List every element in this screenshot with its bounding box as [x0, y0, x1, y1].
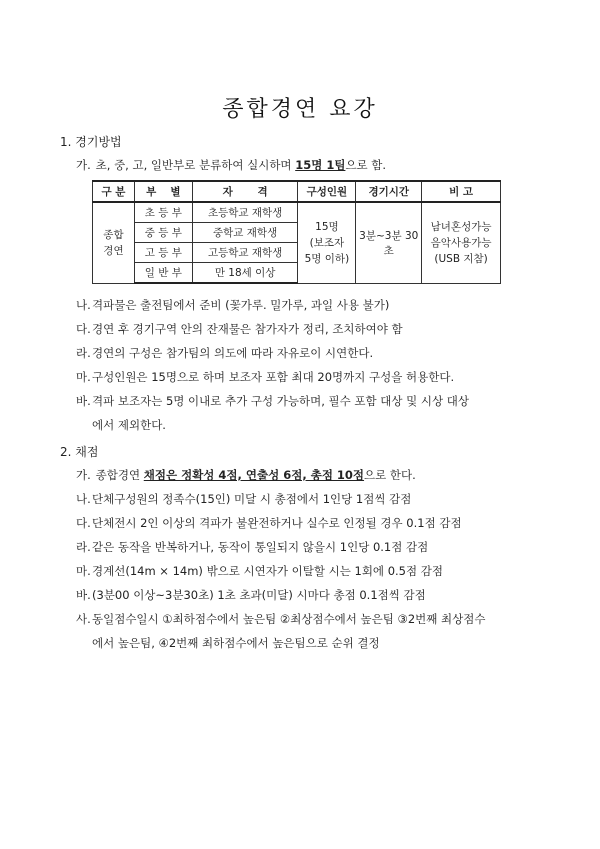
- item-text: 초, 중, 고, 일반부로 분류하여 실시하며: [95, 158, 296, 172]
- item-text: 경연 후 경기구역 안의 잔재물은 참가자가 정리, 조치하여야 함: [92, 322, 403, 336]
- item-text: 단체구성원의 정족수(15인) 미달 시 총점에서 1인당 1점씩 감점: [92, 492, 412, 506]
- division-cell: 중 등 부: [134, 223, 192, 243]
- item-mark: 라.: [76, 346, 91, 360]
- item-text: 구성인원은 15명으로 하며 보조자 포함 최대 20명까지 구성을 허용한다.: [92, 370, 455, 384]
- item-text: 같은 동작을 반복하거나, 동작이 통일되지 않을시 1인당 0.1점 감점: [92, 540, 429, 554]
- qualification-cell: 중학교 재학생: [192, 223, 298, 243]
- item-text: (3분00 이상~3분30초) 1초 초과(미달) 시마다 총점 0.1점씩 감점: [92, 588, 426, 602]
- members-cell: [298, 202, 356, 283]
- list-item: [76, 157, 386, 173]
- category-line: 경연: [103, 244, 124, 257]
- section-heading-1: 1. 경기방법: [60, 135, 122, 149]
- list-item: [76, 539, 428, 555]
- item-mark: 나.: [76, 298, 91, 312]
- list-item: [76, 515, 462, 531]
- members-line: 5명 이하): [304, 252, 350, 265]
- section-heading-2: 2. 채점: [60, 445, 99, 459]
- list-item: [76, 491, 411, 507]
- item-mark: 마.: [76, 564, 91, 578]
- competition-table: [92, 180, 501, 284]
- list-item: [76, 611, 485, 627]
- remarks-line: 음악사용가능: [430, 236, 492, 249]
- item-text-end: 으로 함.: [345, 158, 387, 172]
- list-item: [76, 321, 403, 337]
- table-row: [93, 202, 501, 223]
- header-time: 경기시간: [356, 181, 422, 202]
- item-text: 격파 보조자는 5명 이내로 추가 구성 가능하며, 필수 포함 대상 및 시상 대상: [92, 394, 469, 408]
- item-bold-text: 채점은 정확성 4점, 연출성 6점, 총점 10점: [143, 468, 365, 482]
- qualification-cell: 초등학교 재학생: [192, 202, 298, 223]
- remarks-cell: [422, 202, 501, 283]
- item-mark: 다.: [76, 516, 91, 530]
- qualification-cell: 만 18세 이상: [192, 263, 298, 284]
- item-text: 동일점수일시 ①최하점수에서 높은팀 ②최상점수에서 높은팀 ③2번째 최상점수: [92, 612, 486, 626]
- list-item-continuation: 에서 제외한다.: [92, 418, 166, 432]
- item-text: 단체전시 2인 이상의 격파가 불완전하거나 실수로 인정될 경우 0.1점 감점: [92, 516, 462, 530]
- item-text: 경연의 구성은 참가팀의 의도에 따라 자유로이 시연한다.: [92, 346, 374, 360]
- division-cell: 초 등 부: [134, 202, 192, 223]
- list-item: [76, 369, 454, 385]
- members-line: (보조자: [309, 236, 345, 249]
- item-mark: 라.: [76, 540, 91, 554]
- header-remarks: 비 고: [422, 181, 501, 202]
- header-members: 구성인원: [298, 181, 356, 202]
- list-item: [76, 563, 443, 579]
- item-mark: 바.: [76, 588, 91, 602]
- item-text: 종합경연: [95, 468, 144, 482]
- list-item: [76, 587, 426, 603]
- item-bold-text: 15명 1팀: [295, 158, 346, 172]
- division-cell: 일 반 부: [134, 263, 192, 284]
- members-line: 15명: [315, 220, 339, 233]
- item-text-end: 으로 한다.: [364, 468, 416, 482]
- list-item: [76, 345, 373, 361]
- item-text: 경계선(14m × 14m) 밖으로 시연자가 이탈할 시는 1회에 0.5점 감점: [92, 564, 443, 578]
- table-header-row: [93, 181, 501, 202]
- header-division: 부 별: [134, 181, 192, 202]
- time-cell: 3분~3분 30초: [356, 202, 422, 283]
- list-item: [76, 297, 389, 313]
- item-mark: 다.: [76, 322, 91, 336]
- item-mark: 바.: [76, 394, 91, 408]
- header-qualification: 자 격: [192, 181, 298, 202]
- qualification-cell: 고등학교 재학생: [192, 243, 298, 263]
- item-mark: 나.: [76, 492, 91, 506]
- remarks-line: (USB 지참): [434, 252, 488, 265]
- category-line: 종합: [103, 228, 124, 241]
- list-item: [76, 467, 416, 483]
- item-mark: 사.: [76, 612, 91, 626]
- list-item-continuation: 에서 높은팀, ④2번째 최하점수에서 높은팀으로 순위 결정: [92, 636, 380, 650]
- page-title: 종합경연 요강: [222, 97, 378, 122]
- category-cell: [93, 202, 135, 283]
- item-mark: 가.: [76, 468, 91, 482]
- item-text: 격파물은 출전팀에서 준비 (꽃가루. 밀가루, 과일 사용 불가): [92, 298, 390, 312]
- header-category: 구 분: [93, 181, 135, 202]
- remarks-line: 남녀혼성가능: [430, 220, 492, 233]
- list-item: [76, 393, 469, 409]
- item-mark: 마.: [76, 370, 91, 384]
- division-cell: 고 등 부: [134, 243, 192, 263]
- item-mark: 가.: [76, 158, 91, 172]
